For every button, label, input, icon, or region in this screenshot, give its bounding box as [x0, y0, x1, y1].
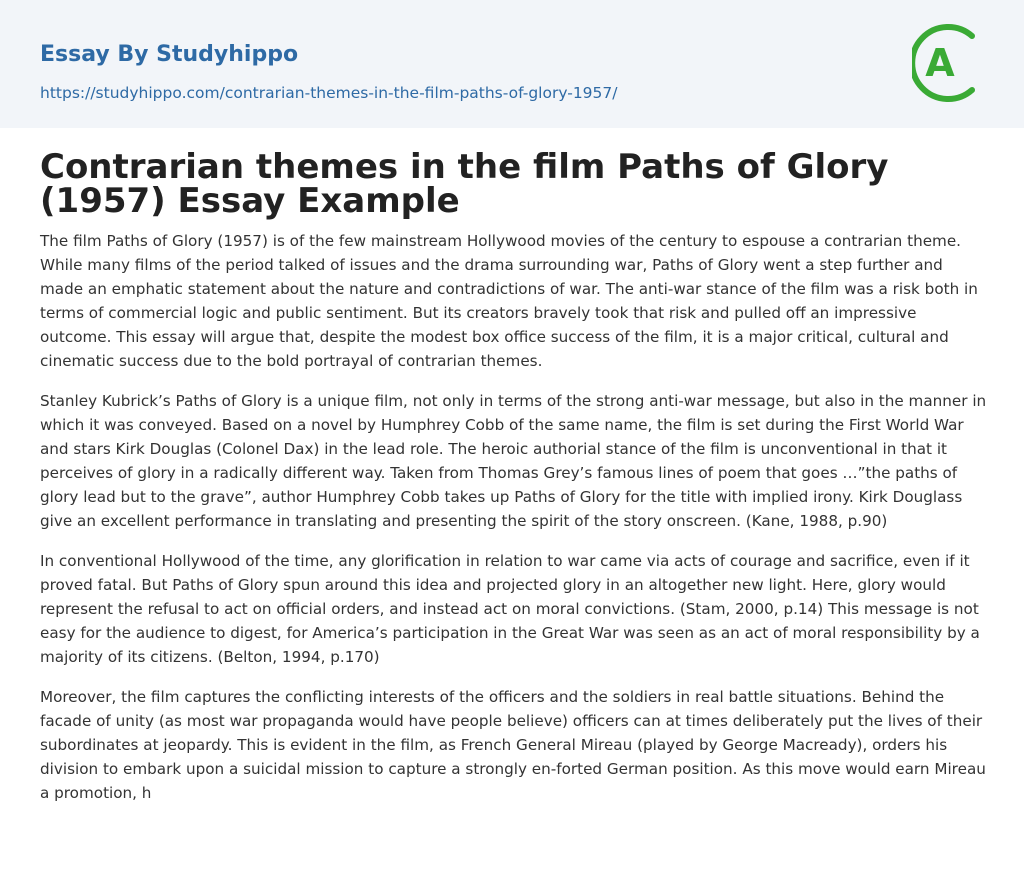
- studyhippo-logo[interactable]: [912, 20, 986, 106]
- essay-paragraph: Moreover, the film captures the conflicting interests of the officers and the soldiers in real battle situations. Behind the facade of unity (as most war propaganda would have people believe) officers can at times deliberately put the lives of their subordinates at jeopardy. This is evident in the film, as French General Mireau (played by George Macready), orders his division to embark upon a suicidal mission to capture a strongly en-forted German position. As this move would earn Mireau a promotion, h: [40, 688, 986, 802]
- site-brand[interactable]: Essay By Studyhippo: [40, 42, 299, 67]
- essay-paragraph: In conventional Hollywood of the time, any glorification in relation to war came via acts of courage and sacrifice, even if it proved fatal. But Paths of Glory spun around this idea and projected glory in an altogether new light. Here, glory would represent the refusal to act on official orders, and instead act on moral convictions. (Stam, 2000, p.14) This message is not easy for the audience to digest, for America’s participation in the Great War was seen as an act of moral responsibility by a majority of its citizens. (Belton, 1994, p.170): [40, 552, 980, 666]
- essay-title: Contrarian themes in the film Paths of Glory (1957) Essay Example: [40, 147, 889, 221]
- site-header: [0, 0, 1024, 128]
- essay-paragraph: Stanley Kubrick’s Paths of Glory is a unique film, not only in terms of the strong anti-war message, but also in the manner in which it was conveyed. Based on a novel by Humphrey Cobb of the same name, the film is set during the First World War and stars Kirk Douglas (Colonel Dax) in the lead role. The heroic authorial stance of the film is unconventional in that it perceives of glory in a radically different way. Taken from Thomas Grey’s famous lines of poem that goes …”the paths of glory lead but to the grave”, author Humphrey Cobb takes up Paths of Glory for the title with implied irony. Kirk Douglass give an excellent performance in translating and presenting the spirit of the story onscreen. (Kane, 1988, p.90): [40, 392, 987, 530]
- essay-body: [40, 229, 988, 821]
- essay-url-link[interactable]: https://studyhippo.com/contrarian-themes-in-the-film-paths-of-glory-1957/: [40, 84, 618, 102]
- essay-paragraph: The film Paths of Glory (1957) is of the few mainstream Hollywood movies of the century to espouse a contrarian theme. While many films of the period talked of issues and the drama surrounding war, Paths of Glory went a step further and made an emphatic statement about the nature and contradictions of war. The anti-war stance of the film was a risk both in terms of commercial logic and public sentiment. But its creators bravely took that risk and pulled off an impressive outcome. This essay will argue that, despite the modest box office success of the film, it is a major critical, cultural and cinematic success due to the bold portrayal of contrarian themes.: [40, 232, 978, 370]
- logo-letter: A: [925, 41, 955, 85]
